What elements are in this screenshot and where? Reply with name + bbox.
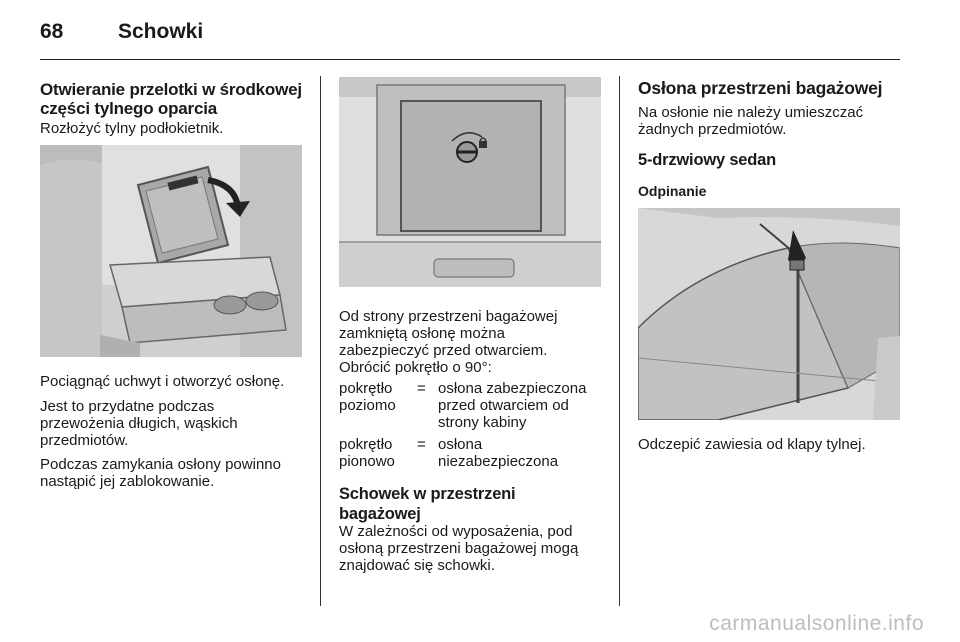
section-heading: Otwieranie przelotki w środkowej części tylnego oparcia bbox=[40, 80, 302, 118]
definition-equals: = bbox=[417, 380, 426, 397]
page-number: 68 bbox=[40, 20, 64, 43]
paragraph: Podczas zamykania osłony powinno nastąpić jej zablokowanie. bbox=[40, 456, 281, 490]
definition-description: osłona zabezpieczona przed otwarciem od strony kabiny bbox=[438, 380, 587, 431]
definition-term: pokrętło pionowo bbox=[339, 436, 395, 470]
page-title: Schowki bbox=[118, 20, 204, 43]
definition-term: pokrętło poziomo bbox=[339, 380, 396, 414]
header-rule bbox=[40, 59, 900, 60]
paragraph: Jest to przydatne podczas przewożenia długich, wąskich przedmiotów. bbox=[40, 398, 238, 449]
paragraph: Od strony przestrzeni bagażowej zamkniętą osłonę można zabezpieczyć przed otwarciem. Obrócić pokrętło o 90°: bbox=[339, 308, 558, 376]
paragraph: Pociągnąć uchwyt i otworzyć osłonę. bbox=[40, 373, 285, 390]
section-heading: Schowek w przestrzeni bagażowej bbox=[339, 485, 516, 523]
section-heading: Osłona przestrzeni bagażowej bbox=[638, 78, 883, 98]
paragraph: W zależności od wyposażenia, pod osłoną przestrzeni bagażowej mogą znajdować się schowki. bbox=[339, 523, 579, 574]
intro-text: Rozłożyć tylny podłokietnik. bbox=[40, 120, 224, 137]
footer-watermark: carmanualsonline.info bbox=[709, 612, 924, 635]
subsection-heading: 5-drzwiowy sedan bbox=[638, 151, 777, 169]
definition-description: osłona niezabezpieczona bbox=[438, 436, 559, 470]
paragraph: Na osłonie nie należy umieszczać żadnych przedmiotów. bbox=[638, 104, 864, 138]
definition-equals: = bbox=[417, 436, 426, 453]
armrest-pass-through-figure bbox=[40, 145, 302, 357]
paragraph: Odczepić zawiesia od klapy tylnej. bbox=[638, 436, 866, 453]
cover-strap-figure bbox=[638, 208, 900, 420]
column-divider bbox=[320, 76, 321, 606]
luggage-compartment-knob-figure bbox=[339, 77, 601, 287]
subsubsection-heading: Odpinanie bbox=[638, 183, 707, 199]
column-divider bbox=[619, 76, 620, 606]
